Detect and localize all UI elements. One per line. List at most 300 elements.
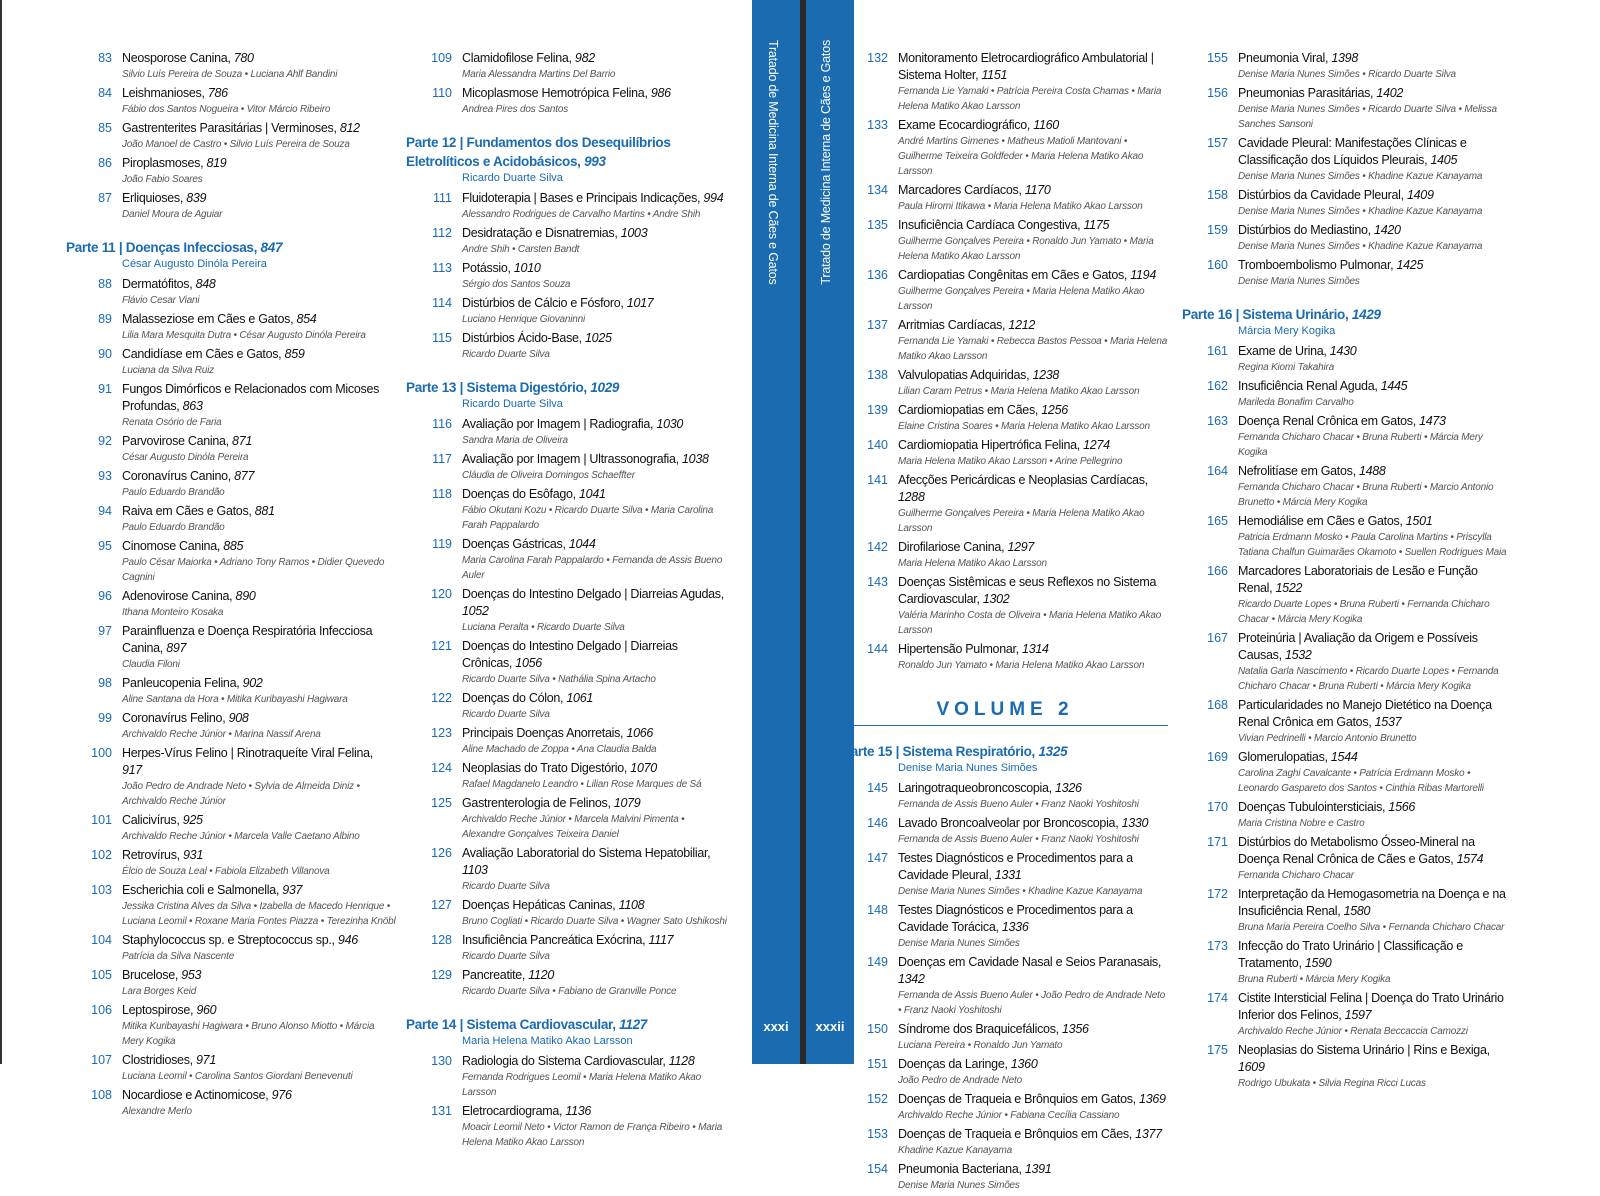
chapter-title: Interpretação da Hemogasometria na Doença e na Insuficiência Renal, (1238, 887, 1506, 918)
toc-entry[interactable] (66, 346, 396, 378)
chapter-number: 115 (432, 331, 452, 345)
toc-entry[interactable] (406, 795, 728, 842)
toc-entry[interactable] (406, 932, 728, 964)
chapter-title: Eletrocardiograma, (462, 1104, 563, 1118)
toc-entry[interactable] (66, 468, 396, 500)
chapter-title-line (462, 967, 728, 984)
toc-entry[interactable] (1182, 990, 1512, 1039)
toc-entry[interactable] (406, 845, 728, 894)
chapter-number: 158 (1207, 188, 1228, 202)
toc-entry[interactable] (1182, 834, 1512, 883)
chapter-page: 1010 (513, 261, 541, 275)
toc-entry[interactable] (842, 317, 1168, 364)
toc-entry[interactable] (66, 433, 396, 465)
chapter-authors: Ricardo Duarte Silva • Nathália Spina Artacho (462, 674, 656, 685)
chapter-page: 1128 (668, 1054, 695, 1068)
toc-entry[interactable] (1182, 257, 1512, 289)
chapter-authors: Denise Maria Nunes Simões • Khadine Kazue Kanayama (1238, 206, 1483, 217)
chapter-number: 123 (431, 726, 452, 740)
chapter-page: 1537 (1374, 715, 1402, 729)
chapter-title-line (1238, 378, 1512, 395)
toc-entry[interactable] (66, 710, 396, 742)
toc-entry[interactable] (842, 217, 1168, 264)
chapter-title: Distúrbios de Cálcio e Fósforo, (462, 296, 624, 310)
toc-entry[interactable] (842, 1091, 1168, 1123)
spine-title-right: Tratado de Medicina Interna de Cães e Gatos (819, 40, 833, 285)
chapter-page: 1079 (613, 796, 641, 810)
chapter-authors: Lilia Mara Mesquita Dutra • César Augusto Dinóla Pereira (122, 330, 366, 341)
chapter-page: 1580 (1343, 904, 1371, 918)
chapter-title-line (1238, 343, 1512, 360)
chapter-authors: Fernanda Chicharo Chacar • Bruna Ruberti • Márcia Mery Kogika (1238, 432, 1483, 458)
toc-entry[interactable] (406, 897, 728, 929)
toc-entry[interactable] (406, 260, 728, 292)
toc-entry[interactable] (1182, 749, 1512, 796)
toc-entry[interactable] (842, 954, 1168, 1018)
chapter-number: 133 (867, 118, 888, 132)
chapter-page: 1256 (1041, 403, 1068, 417)
chapter-authors: Patrícia da Silva Nascente (122, 951, 235, 962)
chapter-title: Avaliação por Imagem | Ultrassonografia, (462, 452, 679, 466)
chapter-page: 1501 (1405, 514, 1433, 528)
chapter-page: 1025 (585, 331, 612, 345)
toc-entry[interactable] (406, 725, 728, 757)
toc-entry[interactable] (406, 451, 728, 483)
toc-entry[interactable] (1182, 886, 1512, 935)
chapter-title: Lavado Broncoalveolar por Broncoscopia, (898, 816, 1119, 830)
chapter-number: 143 (867, 575, 888, 589)
chapter-page: 1402 (1376, 86, 1404, 100)
part-title-line (842, 742, 1168, 761)
left-page (0, 0, 754, 1148)
chapter-title: Doenças do Intestino Delgado | Diarreias Crônicas, (462, 639, 678, 670)
chapter-title-line (462, 190, 728, 207)
chapter-authors: Lara Borges Keid (122, 986, 197, 997)
chapter-page: 1369 (1139, 1092, 1166, 1106)
toc-entry[interactable] (66, 588, 396, 620)
chapter-number: 117 (432, 452, 452, 466)
chapter-title-line (122, 120, 396, 137)
chapter-title-line (1238, 257, 1512, 274)
chapter-number: 120 (431, 587, 452, 601)
toc-entry[interactable] (406, 85, 728, 117)
chapter-authors: Ricardo Duarte Lopes • Bruna Ruberti • Fernanda Chicharo Chacar • Márcia Mery Kogika (1238, 599, 1490, 625)
part-heading[interactable] (406, 378, 728, 412)
chapter-title-line (122, 932, 396, 949)
part-heading[interactable] (842, 742, 1168, 776)
toc-entry[interactable] (406, 638, 728, 687)
toc-entry[interactable] (1182, 85, 1512, 132)
toc-entry[interactable] (842, 850, 1168, 899)
chapter-title: Marcadores Laboratoriais de Lesão e Função Renal, (1238, 564, 1478, 595)
chapter-number: 144 (867, 642, 888, 656)
toc-entry[interactable] (1182, 938, 1512, 987)
toc-entry[interactable] (1182, 378, 1512, 410)
toc-entry[interactable] (1182, 1042, 1512, 1091)
toc-entry[interactable] (66, 675, 396, 707)
chapter-title-line (898, 182, 1168, 199)
chapter-authors: Archivaldo Reche Júnior • Renata Beccaccia Camozzi (1238, 1026, 1468, 1037)
chapter-title: Doenças Gástricas, (462, 537, 566, 551)
chapter-title-line (122, 1002, 396, 1019)
chapter-number: 137 (867, 318, 888, 332)
toc-entry[interactable] (842, 815, 1168, 847)
chapter-page: 1003 (620, 226, 648, 240)
toc-entry[interactable] (406, 690, 728, 722)
chapter-title: Cavidade Pleural: Manifestações Clínicas e Classificação dos Líquidos Pleurais, (1238, 136, 1467, 167)
toc-entry[interactable] (406, 967, 728, 999)
chapter-number: 140 (867, 438, 888, 452)
chapter-authors: Silvio Luís Pereira de Souza • Luciana Ahlf Bandini (122, 69, 338, 80)
chapter-page: 1038 (682, 452, 709, 466)
chapter-number: 91 (98, 382, 112, 396)
chapter-page: 890 (235, 589, 256, 603)
part-heading[interactable] (406, 1015, 728, 1049)
toc-entry[interactable] (842, 1056, 1168, 1088)
chapter-title-line (122, 311, 396, 328)
volume-heading (842, 699, 1168, 726)
chapter-number: 109 (431, 51, 452, 65)
chapter-page: 819 (206, 156, 227, 170)
toc-entry[interactable] (842, 50, 1168, 114)
toc-entry[interactable] (1182, 463, 1512, 510)
toc-entry[interactable] (842, 367, 1168, 399)
chapter-number: 141 (867, 473, 888, 487)
chapter-authors: Fernanda de Assis Bueno Auler • João Pedro de Andrade Neto • Franz Naoki Yoshitoshi (898, 990, 1166, 1016)
toc-entry[interactable] (66, 190, 396, 222)
toc-entry[interactable] (406, 760, 728, 792)
chapter-number: 161 (1207, 344, 1228, 358)
toc-entry[interactable] (842, 902, 1168, 951)
toc-entry[interactable] (1182, 135, 1512, 184)
chapter-number: 167 (1207, 631, 1228, 645)
chapter-authors: Denise Maria Nunes Simões (898, 938, 1020, 949)
toc-entry[interactable] (842, 117, 1168, 179)
chapter-page: 902 (242, 676, 263, 690)
chapter-page: 1117 (648, 933, 674, 947)
chapter-title: Adenovirose Canina, (122, 589, 233, 603)
toc-entry[interactable] (66, 85, 396, 117)
chapter-number: 105 (91, 968, 112, 982)
toc-entry[interactable] (842, 1161, 1168, 1193)
chapter-title-line (462, 536, 728, 553)
chapter-authors: Claudia Filoni (122, 659, 180, 670)
toc-entry[interactable] (406, 586, 728, 635)
chapter-number: 169 (1207, 750, 1228, 764)
chapter-title: Cardiomiopatias em Cães, (898, 403, 1039, 417)
chapter-title-line (898, 902, 1168, 936)
chapter-number: 94 (98, 504, 112, 518)
chapter-page: 839 (186, 191, 207, 205)
toc-entry[interactable] (1182, 563, 1512, 627)
chapter-title: Doenças do Cólon, (462, 691, 564, 705)
toc-entry[interactable] (1182, 343, 1512, 375)
toc-entry[interactable] (66, 932, 396, 964)
chapter-number: 171 (1207, 835, 1228, 849)
chapter-title-line (462, 486, 728, 503)
chapter-title-line (122, 675, 396, 692)
chapter-number: 104 (91, 933, 112, 947)
chapter-title-line (122, 538, 396, 555)
toc-entry[interactable] (842, 641, 1168, 673)
chapter-title: Gastrenterites Parasitárias | Verminoses, (122, 121, 337, 135)
chapter-title: Radiologia do Sistema Cardiovascular, (462, 1054, 666, 1068)
chapter-number: 126 (431, 846, 452, 860)
part-title-line (406, 1015, 728, 1034)
toc-entry[interactable] (842, 472, 1168, 536)
toc-entry[interactable] (842, 1021, 1168, 1053)
chapter-title-line (462, 451, 728, 468)
toc-entry[interactable] (66, 50, 396, 82)
chapter-authors: Maria Helena Matiko Akao Larsson • Arine Pellegrino (898, 456, 1123, 467)
chapter-title-line (898, 1021, 1168, 1038)
toc-entry[interactable] (406, 190, 728, 222)
toc-entry[interactable] (842, 539, 1168, 571)
chapter-page: 863 (182, 399, 203, 413)
chapter-title-line (898, 780, 1168, 797)
chapter-page: 1108 (618, 898, 645, 912)
toc-entry[interactable] (66, 381, 396, 430)
chapter-page: 1544 (1330, 750, 1358, 764)
chapter-number: 154 (867, 1162, 888, 1176)
chapter-authors: Ricardo Duarte Silva • Fabiano de Granville Ponce (462, 986, 677, 997)
chapter-title: Leptospirose, (122, 1003, 194, 1017)
chapter-number: 98 (98, 676, 112, 690)
chapter-page: 859 (284, 347, 305, 361)
toc-entry[interactable] (1182, 697, 1512, 746)
toc-column-2 (406, 50, 728, 1153)
toc-entry[interactable] (1182, 513, 1512, 560)
chapter-title-line (462, 638, 728, 672)
chapter-title: Staphylococcus sp. e Streptococcus sp., (122, 933, 335, 947)
toc-entry[interactable] (406, 330, 728, 362)
chapter-authors: Denise Maria Nunes Simões (1238, 276, 1360, 287)
chapter-title: Principais Doenças Anorretais, (462, 726, 624, 740)
chapter-authors: Andre Shih • Carsten Bandt (462, 244, 580, 255)
part-page: 1127 (619, 1017, 647, 1032)
chapter-number: 146 (867, 816, 888, 830)
chapter-page: 960 (196, 1003, 217, 1017)
chapter-authors: Mitika Kuribayashi Hagiwara • Bruno Alonso Miotto • Márcia Mery Kogika (122, 1021, 375, 1047)
chapter-title: Doenças Hepáticas Caninas, (462, 898, 616, 912)
chapter-number: 86 (98, 156, 112, 170)
chapter-number: 175 (1207, 1043, 1228, 1057)
toc-entry[interactable] (406, 486, 728, 533)
toc-entry[interactable] (406, 416, 728, 448)
chapter-authors: Carolina Zaghi Cavalcante • Patrícia Erdmann Mosko • Leonardo Gaspareto dos Santos • Cinthia Ribas Martorelli (1238, 768, 1484, 794)
chapter-title: Pneumonia Viral, (1238, 51, 1329, 65)
chapter-authors: Ricardo Duarte Silva (462, 349, 550, 360)
toc-entry[interactable] (66, 503, 396, 535)
chapter-authors: Alexandre Merlo (122, 1106, 192, 1117)
chapter-title-line (122, 50, 396, 67)
chapter-number: 155 (1207, 51, 1228, 65)
toc-entry[interactable] (842, 437, 1168, 469)
toc-entry[interactable] (842, 267, 1168, 314)
chapter-title: Parainfluenza e Doença Respiratória Infecciosa Canina, (122, 624, 373, 655)
chapter-number: 135 (867, 218, 888, 232)
part-title: Parte 11 | Doenças Infecciosas, (66, 240, 258, 255)
toc-entry[interactable] (406, 536, 728, 583)
toc-entry[interactable] (66, 538, 396, 585)
chapter-title-line (898, 217, 1168, 234)
chapter-title-line (462, 330, 728, 347)
chapter-number: 129 (431, 968, 452, 982)
chapter-page: 1044 (568, 537, 596, 551)
toc-entry[interactable] (66, 120, 396, 152)
chapter-authors: João Pedro de Andrade Neto • Sylvia de Almeida Diniz • Archivaldo Reche Júnior (122, 781, 360, 807)
part-title: Parte 16 | Sistema Urinário, (1182, 307, 1349, 322)
chapter-number: 97 (98, 624, 112, 638)
chapter-authors: Valéria Marinho Costa de Oliveira • Maria Helena Matiko Akao Larsson (898, 610, 1162, 636)
chapter-page: 946 (337, 933, 358, 947)
part-heading[interactable] (1182, 305, 1512, 339)
toc-entry[interactable] (406, 295, 728, 327)
chapter-page: 1405 (1430, 153, 1458, 167)
toc-entry[interactable] (66, 1052, 396, 1084)
toc-entry[interactable] (66, 847, 396, 879)
chapter-page: 1302 (982, 592, 1010, 606)
chapter-title-line (898, 1126, 1168, 1143)
toc-entry[interactable] (842, 1126, 1168, 1158)
chapter-title: Panleucopenia Felina, (122, 676, 240, 690)
chapter-authors: Alessandro Rodrigues de Carvalho Martins • Andre Shih (462, 209, 701, 220)
chapter-title: Leishmanioses, (122, 86, 205, 100)
chapter-page: 1175 (1083, 218, 1110, 232)
chapter-page: 1070 (630, 761, 657, 775)
toc-entry[interactable] (842, 182, 1168, 214)
chapter-title-line (1238, 135, 1512, 169)
chapter-page: 897 (166, 641, 187, 655)
toc-entry[interactable] (66, 745, 396, 809)
toc-entry[interactable] (842, 780, 1168, 812)
chapter-page: 877 (234, 469, 255, 483)
chapter-title: Parvovirose Canina, (122, 434, 229, 448)
chapter-title: Dermatófitos, (122, 277, 193, 291)
toc-entry[interactable] (406, 50, 728, 82)
chapter-page: 871 (232, 434, 253, 448)
chapter-authors: Maria Cristina Nobre e Castro (1238, 818, 1365, 829)
chapter-page: 885 (223, 539, 244, 553)
chapter-title: Doença Renal Crônica em Gatos, (1238, 414, 1416, 428)
chapter-title-line (122, 468, 396, 485)
chapter-page: 1056 (515, 656, 542, 670)
chapter-number: 162 (1207, 379, 1228, 393)
chapter-authors: Ricardo Duarte Silva (462, 709, 550, 720)
chapter-title-line (1238, 1042, 1512, 1076)
chapter-page: 1342 (898, 972, 925, 986)
toc-entry[interactable] (66, 1087, 396, 1119)
chapter-authors: João Fabio Soares (122, 174, 203, 185)
chapter-title: Pneumonias Parasitárias, (1238, 86, 1374, 100)
chapter-authors: Cláudia de Oliveira Domingos Schaeffter (462, 470, 635, 481)
chapter-page: 1212 (1008, 318, 1036, 332)
chapter-title-line (898, 1161, 1168, 1178)
part-title: Parte 12 | Fundamentos dos Desequilíbrios Eletrolíticos e Acidobásicos, (406, 135, 671, 169)
part-page: 847 (260, 240, 283, 255)
chapter-number: 103 (91, 883, 112, 897)
chapter-title: Distúrbios do Mediastino, (1238, 223, 1371, 237)
chapter-authors: Denise Maria Nunes Simões • Ricardo Duarte Silva • Melissa Sanches Sansoni (1238, 104, 1497, 130)
chapter-authors: Natalia Garla Nascimento • Ricardo Duarte Lopes • Fernanda Chicharo Chacar • Bruna Ruberti • Márcia Mery Kogika (1238, 666, 1499, 692)
chapter-authors: Vivian Pedrinelli • Marcio Antonio Brunetto (1238, 733, 1417, 744)
chapter-number: 149 (867, 955, 888, 969)
chapter-title: Hipertensão Pulmonar, (898, 642, 1019, 656)
chapter-authors: Luciana da Silva Ruiz (122, 365, 214, 376)
toc-entry[interactable] (66, 276, 396, 308)
chapter-number: 153 (867, 1127, 888, 1141)
toc-entry[interactable] (842, 402, 1168, 434)
toc-entry[interactable] (1182, 630, 1512, 694)
part-heading[interactable] (406, 133, 728, 186)
chapter-number: 152 (867, 1092, 888, 1106)
toc-entry[interactable] (406, 225, 728, 257)
chapter-authors: Fábio dos Santos Nogueira • Vitor Márcio Ribeiro (122, 104, 331, 115)
chapter-authors: Luciana Peralta • Ricardo Duarte Silva (462, 622, 625, 633)
chapter-title: Insuficiência Cardíaca Congestiva, (898, 218, 1081, 232)
toc-entry[interactable] (66, 311, 396, 343)
toc-entry[interactable] (66, 882, 396, 929)
chapter-title-line (462, 897, 728, 914)
toc-entry[interactable] (1182, 413, 1512, 460)
toc-entry[interactable] (1182, 799, 1512, 831)
chapter-authors: Denise Maria Nunes Simões (898, 1180, 1020, 1191)
chapter-title-line (462, 85, 728, 102)
part-heading[interactable] (66, 238, 396, 272)
chapter-authors: Ricardo Duarte Silva (462, 951, 550, 962)
chapter-page: 854 (296, 312, 317, 326)
chapter-title-line (1238, 222, 1512, 239)
chapter-title: Marcadores Cardíacos, (898, 183, 1022, 197)
toc-entry[interactable] (66, 155, 396, 187)
chapter-number: 89 (98, 312, 112, 326)
chapter-page: 1103 (462, 863, 488, 877)
chapter-title: Nocardiose e Actinomicose, (122, 1088, 269, 1102)
chapter-title-line (1238, 50, 1512, 67)
chapter-number: 119 (432, 537, 452, 551)
chapter-authors: Guilherme Gonçalves Pereira • Maria Helena Matiko Akao Larsson (898, 286, 1145, 312)
toc-entry[interactable] (66, 967, 396, 999)
toc-entry[interactable] (1182, 50, 1512, 82)
toc-entry[interactable] (1182, 222, 1512, 254)
chapter-authors: Fernanda Chicharo Chacar (1238, 870, 1354, 881)
chapter-page: 1314 (1022, 642, 1049, 656)
toc-entry[interactable] (66, 1002, 396, 1049)
toc-entry[interactable] (66, 812, 396, 844)
toc-entry[interactable] (1182, 187, 1512, 219)
chapter-page: 976 (271, 1088, 292, 1102)
chapter-title-line (122, 847, 396, 864)
toc-entry[interactable] (66, 623, 396, 672)
chapter-authors: Fernanda Rodrigues Leomil • Maria Helena Matiko Akao Larsson (462, 1072, 701, 1098)
part-editor: Ricardo Duarte Silva (462, 172, 563, 184)
toc-entry[interactable] (842, 574, 1168, 638)
part-page: 1029 (590, 380, 620, 395)
toc-column-3 (842, 50, 1168, 1196)
chapter-authors: Guilherme Gonçalves Pereira • Ronaldo Jun Yamato • Maria Helena Matiko Akao Larsson (898, 236, 1154, 262)
chapter-authors: Maria Helena Matiko Akao Larsson (898, 558, 1047, 569)
chapter-number: 172 (1207, 887, 1228, 901)
chapter-title: Neoplasias do Sistema Urinário | Rins e Bexiga, (1238, 1043, 1490, 1057)
toc-entry[interactable] (406, 1103, 728, 1150)
chapter-page: 1297 (1007, 540, 1035, 554)
chapter-title: Doenças em Cavidade Nasal e Seios Paranasais, (898, 955, 1162, 969)
chapter-number: 136 (867, 268, 888, 282)
toc-entry[interactable] (406, 1053, 728, 1100)
chapter-page: 1151 (981, 68, 1008, 82)
chapter-authors: Sérgio dos Santos Souza (462, 279, 571, 290)
chapter-title-line (122, 276, 396, 293)
